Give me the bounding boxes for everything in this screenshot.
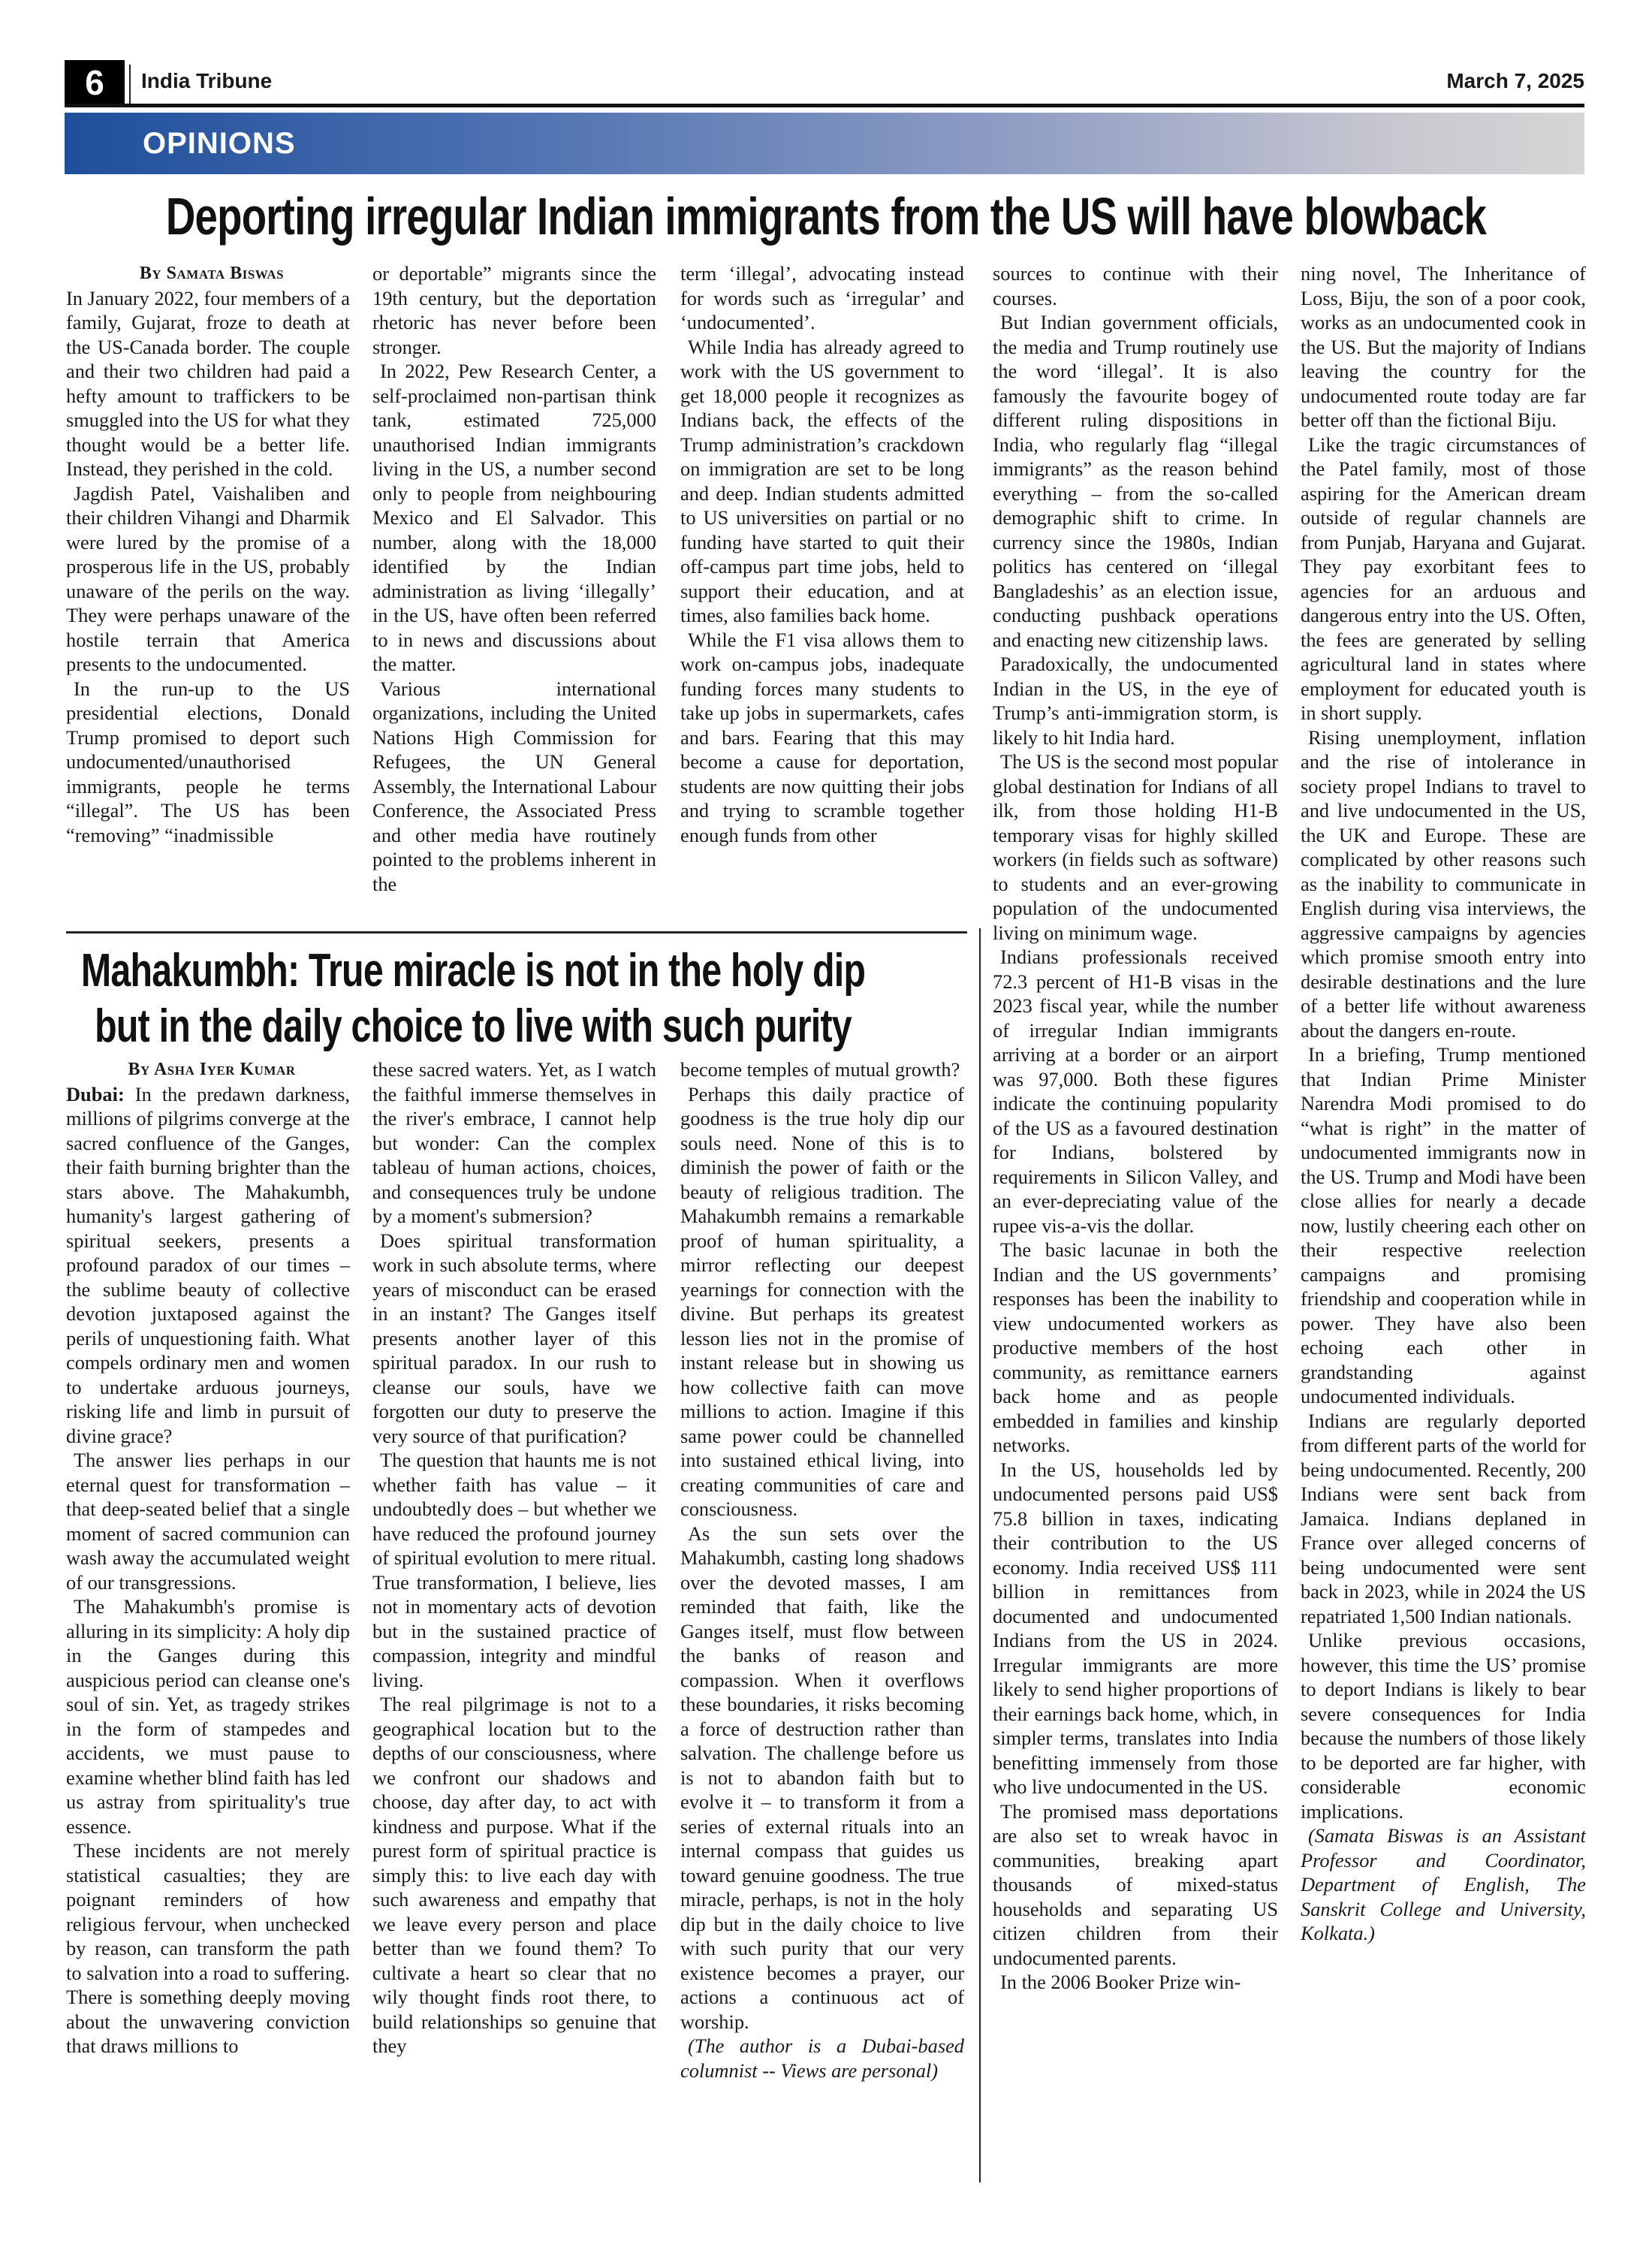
paragraph: Indians professionals received 72.3 percent of H1-B visas in the 2023 fiscal year, while the number of irregular Indian immigrants arriving at a border or an airport was 97,000. Both these figures indicate the continuing popularity of the US as a favoured destination for Indians, bolstered by requirements in Silicon Valley, and an ever-depreciating value of the rupee vis-a-vis the dollar. [993,946,1278,1237]
paragraph: Paradoxically, the undocumented Indian in the US, in the eye of Trump’s anti-immigration storm, is likely to hit India hard. [993,653,1278,749]
paragraph: Perhaps this daily practice of goodness is the true holy dip our souls need. None of this is to diminish the power of faith or the beauty of religious tradition. The Mahakumbh remains a remarkable proof of human spirituality, a mirror reflecting our deepest yearnings for connection with the divine. But perhaps its greatest lesson lies not in the promise of instant release but in showing us how collective faith can move millions to action. Imagine if this same power could be channelled into sustained ethical living, into creating communities of care and consciousness. [680,1082,964,1520]
paragraph: While the F1 visa allows them to work on-campus jobs, inadequate funding forces many students to take up jobs in supermarkets, cafes and bars. Fearing that this may become a cause for deportation, students are now quitting their jobs and trying to scramble together enough funds from other [680,628,964,846]
paragraph: Like the tragic circumstances of the Patel family, most of those aspiring for the American dream outside of regular channels are from Punjab, Haryana and Gujarat. They pay exorbitant fees to agencies for an arduous and dangerous entry into the US. Often, the fees are generated by selling agricultural land in states where employment for educated youth is in short supply. [1301,433,1586,724]
article-1-column-5 [1301,261,1586,2176]
paragraph: The basic lacunae in both the Indian and the US governments’ responses has been the inability to view undocumented workers as productive members of the host community, as remittance earners back home and as people embedded in families and kinship networks. [993,1238,1278,1456]
article-divider-rule [66,931,967,933]
paragraph: While India has already agreed to work with the US government to get 18,000 people it recognizes as Indians back, the effects of the Trump administration’s crackdown on immigration are set to be long and deep. Indian students admitted to US universities on partial or no funding have started to quit their off-campus part time jobs, held to support their education, and at times, also families back home. [680,335,964,626]
paragraph: The promised mass deportations are also set to wreak havoc in communities, breaking apart thousands of mixed-status households and separating US citizen children from their undocumented parents. [993,1799,1278,1969]
paragraph: Does spiritual transformation work in such absolute terms, where years of misconduct can be erased in an instant? The Ganges itself presents another layer of this spiritual paradox. In our rush to cleanse our souls, have we forgotten our duty to preserve the very source of that purification? [372,1229,656,1447]
paragraph: Rising unemployment, inflation and the rise of intolerance in society propel Indians to travel to and live undocumented in the US, the UK and Europe. These are complicated by other reasons such as the inability to communicate in English during visa interviews, the aggressive campaigns by agencies which promise smooth entry into desirable destinations and the lure of a better life without awareness about the dangers en-route. [1301,725,1586,1042]
paragraph: term ‘illegal’, advocating instead for words such as ‘irregular’ and ‘undocumented’. [680,262,964,333]
article-2-headline [0,943,1088,1054]
article-2-headline-line-1: Mahakumbh: True miracle is not in the holy dip [80,945,866,997]
article-1-column-3 [680,261,964,922]
paragraph: In the US, households led by undocumented persons paid US$ 75.8 billion in taxes, indicating their contribution to the US economy. India received US$ 111 billion in remittances from documented and undocumented Indians from the US in 2024. Irregular immigrants are more likely to send higher proportions of their earnings back home, which, in simpler terms, translates into India benefitting immensely from those who live undocumented in the US. [993,1458,1278,1798]
header-rule [65,104,1584,107]
article-1-byline: By Samata Biswas [139,264,285,283]
paragraph: Unlike previous occasions, however, this time the US’ promise to deport Indians is likely to bear severe consequences for India because the numbers of those likely to be deported are far higher, with considerable economic implications. [1301,1629,1586,1823]
paragraph: The answer lies perhaps in our eternal quest for transformation – that deep-seated belief that a single moment of sacred communion can wash away the accumulated weight of our transgressions. [66,1449,350,1594]
paragraph: The question that haunts me is not whether faith has value – it undoubtedly does – but whether we have reduced the profound journey of spiritual evolution to mere ritual. True transformation, I believe, lies not in momentary acts of devotion but in the sustained practice of compassion, integrity and mindful living. [372,1449,656,1691]
paragraph: these sacred waters. Yet, as I watch the faithful immerse themselves in the river's embrace, I cannot help but wonder: Can the complex tableau of human actions, choices, and consequences truly be undone by a moment's submersion? [372,1058,656,1227]
paragraph: In the 2006 Booker Prize win- [1000,1971,1241,1993]
paragraph: Indians are regularly deported from different parts of the world for being undocumented. Recently, 200 Indians were sent back from Jamaica. Indians deplaned in France over alleged concerns of being undocumented were sent back in 2023, while in 2024 the US repatriated 1,500 Indian nationals. [1301,1409,1586,1627]
paragraph: In January 2022, four members of a family, Gujarat, froze to death at the US-Canada border. The couple and their two children had paid a hefty amount to traffickers to be smuggled into the US for what they thought would be a better life. Instead, they perished in the cold. [66,286,350,480]
lead-text: In the predawn darkness, millions of pilgrims converge at the sacred confluence of the Ganges, their faith burning brighter than the stars above. The Mahakumbh, humanity's largest gathering of spiritual seekers, presents a profound paradox of our times – the sublime beauty of collective devotion juxtaposed against the perils of unquestioning faith. What compels ordinary men and women to undertake arduous journeys, risking life and limb in pursuit of divine grace? [66,1082,350,1447]
article-1-author-note: (Samata Biswas is an Assistant Professor and Coordinator, Department of English, The Sanskrit College and University, Kolkata.) [1301,1824,1586,1944]
paragraph: The real pilgrimage is not to a geographical location but to the depths of our consciousness, where we confront our shadows and choose, day after day, to act with kindness and purpose. What if the purest form of spiritual practice is simply this: to live each day with such awareness and empathy that we leave every person and place better than we found them? To cultivate a heart so clear that no wily thought finds root there, to build relationships so genuine that they [372,1693,656,2057]
header-separator [129,65,131,104]
article-2-column-2 [372,1057,656,2184]
paragraph: In the run-up to the US presidential elections, Donald Trump promised to deport such undocumented/unauthorised immigrants, people he terms “illegal”. The US has been “removing” “inadmissible [66,677,350,846]
paragraph: As the sun sets over the Mahakumbh, casting long shadows over the devoted masses, I am reminded that faith, like the Ganges itself, must flow between the banks of reason and compassion. When it overflows these boundaries, it risks becoming a force of destruction rather than salvation. The challenge before us is not to abandon faith but to evolve it – to transform it from a series of external rituals into an internal compass that guides us toward genuine goodness. The true miracle, perhaps, is not in the holy dip but in the daily choice to live with such purity that our very existence becomes a prayer, our actions a continuous act of worship. [680,1522,964,2033]
paragraph: But Indian government officials, the media and Trump routinely use the word ‘illegal’. It is also famously the favourite bogey of different ruling dispositions in India, who regularly flag “illegal immigrants” as the reason behind everything – from the so-called demographic shift to crime. In currency since the 1980s, Indian politics has centered on ‘illegal Bangladeshis’ as an election issue, conducting pushback operations and enacting new citizenship laws. [993,311,1278,651]
article-1-column-4 [993,261,1278,2176]
article-1-column-1 [66,261,350,922]
paragraph: sources to continue with their courses. [993,262,1278,309]
article-2-headline-line-2: but in the daily choice to live with such purity [95,1000,852,1052]
paragraph: become temples of mutual growth? [680,1058,960,1081]
issue-date: March 7, 2025 [1446,69,1584,92]
paragraph: ning novel, The Inheritance of Loss, Biju, the son of a poor cook, works as an undocumented cook in the US. But the majority of Indians leaving the country for the undocumented route today are far better off than the fictional Biju. [1301,262,1586,431]
paragraph: The US is the second most popular global destination for Indians of all ilk, from those holding H1-B temporary visas for highly skilled workers (in fields such as software) to students and an ever-growing population of the undocumented living on minimum wage. [993,750,1278,944]
article-2-byline: By Asha Iyer Kumar [128,1060,296,1079]
paragraph: In a briefing, Trump mentioned that Indian Prime Minister Narendra Modi promised to do “what is right” in the matter of undocumented immigrants now in the US. Trump and Modi have been close allies for nearly a decade now, lustily cheering each other on their respective reelection campaigns and promising friendship and cooperation while in power. They have also been echoing each other in grandstanding against undocumented individuals. [1301,1043,1586,1407]
page-number: 6 [65,60,125,105]
paragraph [66,1082,350,1449]
dateline: Dubai: [66,1082,125,1105]
article-1-headline: Deporting irregular Indian immigrants from the US will have blowback [165,187,1487,246]
paragraph: Jagdish Patel, Vaishaliben and their children Vihangi and Dharmik were lured by the promise of a prosperous life in the US, probably unaware of the perils on the way. They were perhaps unaware of the hostile terrain that America presents to the undocumented. [66,481,350,675]
article-2-column-1 [66,1057,350,2184]
column-divider-rule [979,928,981,2182]
paragraph: The Mahakumbh's promise is alluring in its simplicity: A holy dip in the Ganges during this auspicious period can cleanse one's soul of sin. Yet, as tragedy strikes in the form of stampedes and accidents, we must pause to examine whether blind faith has led us astray from spirituality's true essence. [66,1595,350,1838]
article-2-column-3 [680,1057,964,2184]
article-2-author-note: (The author is a Dubai-based columnist -- Views are personal) [680,2034,964,2082]
paragraph: In 2022, Pew Research Center, a self-proclaimed non-partisan think tank, estimated 725,000 unauthorised Indian immigrants living in the US, a number second only to people from neighbouring Mexico and El Salvador. This number, along with the 18,000 identified by the Indian administration as living ‘illegally’ in the US, have often been referred to in news and discussions about the matter. [372,360,656,675]
paragraph: Various international organizations, including the United Nations High Commission for Refugees, the UN General Assembly, the International Labour Conference, the Associated Press and other media have routinely pointed to the problems inherent in the [372,677,656,895]
article-1-column-2 [372,261,656,922]
paragraph: These incidents are not merely statistical casualties; they are poignant reminders of how religious fervour, when unchecked by reason, can transform the path to salvation into a road to suffering. There is something deeply moving about the unwavering conviction that draws millions to [66,1839,350,2057]
paragraph: or deportable” migrants since the 19th century, but the deportation rhetoric has never before been stronger. [372,262,656,358]
section-label: OPINIONS [143,127,296,160]
publication-name: India Tribune [141,69,273,92]
